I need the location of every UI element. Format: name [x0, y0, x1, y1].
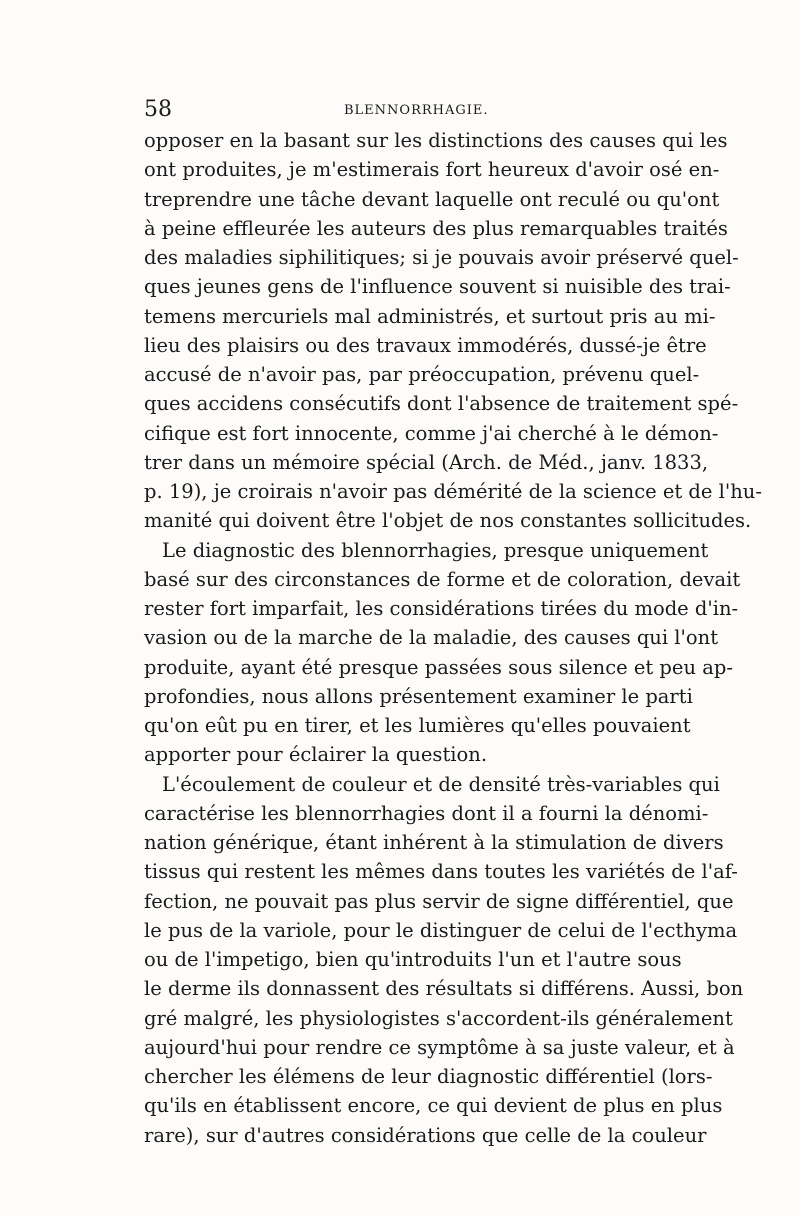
- text-line: cifique est fort innocente, comme j'ai cherché à le démon-: [144, 421, 719, 445]
- paragraph: [144, 770, 744, 1150]
- text-line: produite, ayant été presque passées sous silence et peu ap-: [144, 655, 733, 679]
- text-line: accusé de n'avoir pas, par préoccupation, prévenu quel-: [144, 363, 700, 386]
- text-line: à peine effleurée les auteurs des plus remarquables traités: [144, 216, 728, 240]
- text-line: le pus de la variole, pour le distinguer de celui de l'ecthyma: [144, 918, 738, 942]
- text-line: trer dans un mémoire spécial (Arch. de Méd., janv. 1833,: [144, 450, 709, 474]
- paragraph: [144, 126, 762, 536]
- text-line: tissus qui restent les mêmes dans toutes les variétés de l'af-: [144, 860, 738, 884]
- text-line: L'écoulement de couleur et de densité très-variables qui: [162, 772, 720, 796]
- text-line: qu'ils en établissent encore, ce qui devient de plus en plus: [144, 1094, 723, 1118]
- text-line: profondies, nous allons présentement examiner le parti: [144, 684, 693, 708]
- text-line: basé sur des circonstances de forme et de coloration, devait: [144, 567, 741, 591]
- text-line: aujourd'hui pour rendre ce symptôme à sa juste valeur, et à: [144, 1035, 735, 1059]
- text-line: le derme ils donnassent des résultats si différens. Aussi, bon: [144, 977, 744, 1001]
- text-line: treprendre une tâche devant laquelle ont reculé ou qu'ont: [144, 187, 720, 211]
- text-line: qu'on eût pu en tirer, et les lumières qu'elles pouvaient: [144, 714, 691, 737]
- text-line: caractérise les blennorrhagies dont il a fourni la dénomi-: [144, 801, 709, 825]
- text-line: rare), sur d'autres considérations que celle de la couleur: [144, 1123, 707, 1147]
- text-line: fection, ne pouvait pas plus servir de signe différentiel, que: [144, 889, 734, 913]
- text-line: rester fort imparfait, les considérations tirées du mode d'in-: [144, 597, 739, 620]
- paragraph: [144, 536, 741, 770]
- text-line: ques jeunes gens de l'influence souvent si nuisible des trai-: [144, 275, 731, 299]
- text-line: lieu des plaisirs ou des travaux immodérés, dussé-je être: [144, 333, 707, 357]
- text-line: des maladies siphilitiques; si je pouvais avoir préservé quel-: [144, 246, 739, 269]
- running-head-title: BLENNORRHAGIE.: [344, 103, 489, 118]
- text-line: temens mercuriels mal administrés, et surtout pris au mi-: [144, 304, 716, 328]
- page-number: 58: [144, 97, 172, 122]
- text-line: ques accidens consécutifs dont l'absence de traitement spé-: [144, 392, 739, 416]
- running-head: [144, 96, 664, 124]
- text-line: nation générique, étant inhérent à la stimulation de divers: [144, 831, 724, 854]
- text-line: apporter pour éclairer la question.: [144, 743, 488, 767]
- text-line: manité qui doivent être l'objet de nos constantes sollicitudes.: [144, 509, 752, 533]
- text-line: p. 19), je croirais n'avoir pas démérité de la science et de l'hu-: [144, 480, 762, 503]
- text-line: gré malgré, les physiologistes s'accordent-ils généralement: [144, 1006, 733, 1030]
- text-line: ont produites, je m'estimerais fort heureux d'avoir osé en-: [144, 158, 720, 182]
- text-line: ou de l'impetigo, bien qu'introduits l'un et l'autre sous: [144, 948, 682, 971]
- text-line: vasion ou de la marche de la maladie, des causes qui l'ont: [144, 626, 719, 650]
- text-line: opposer en la basant sur les distinctions des causes qui les: [144, 129, 728, 152]
- text-line: chercher les élémens de leur diagnostic différentiel (lors-: [144, 1065, 713, 1088]
- body-text: [144, 126, 762, 1150]
- text-line: Le diagnostic des blennorrhagies, presque uniquement: [162, 538, 709, 562]
